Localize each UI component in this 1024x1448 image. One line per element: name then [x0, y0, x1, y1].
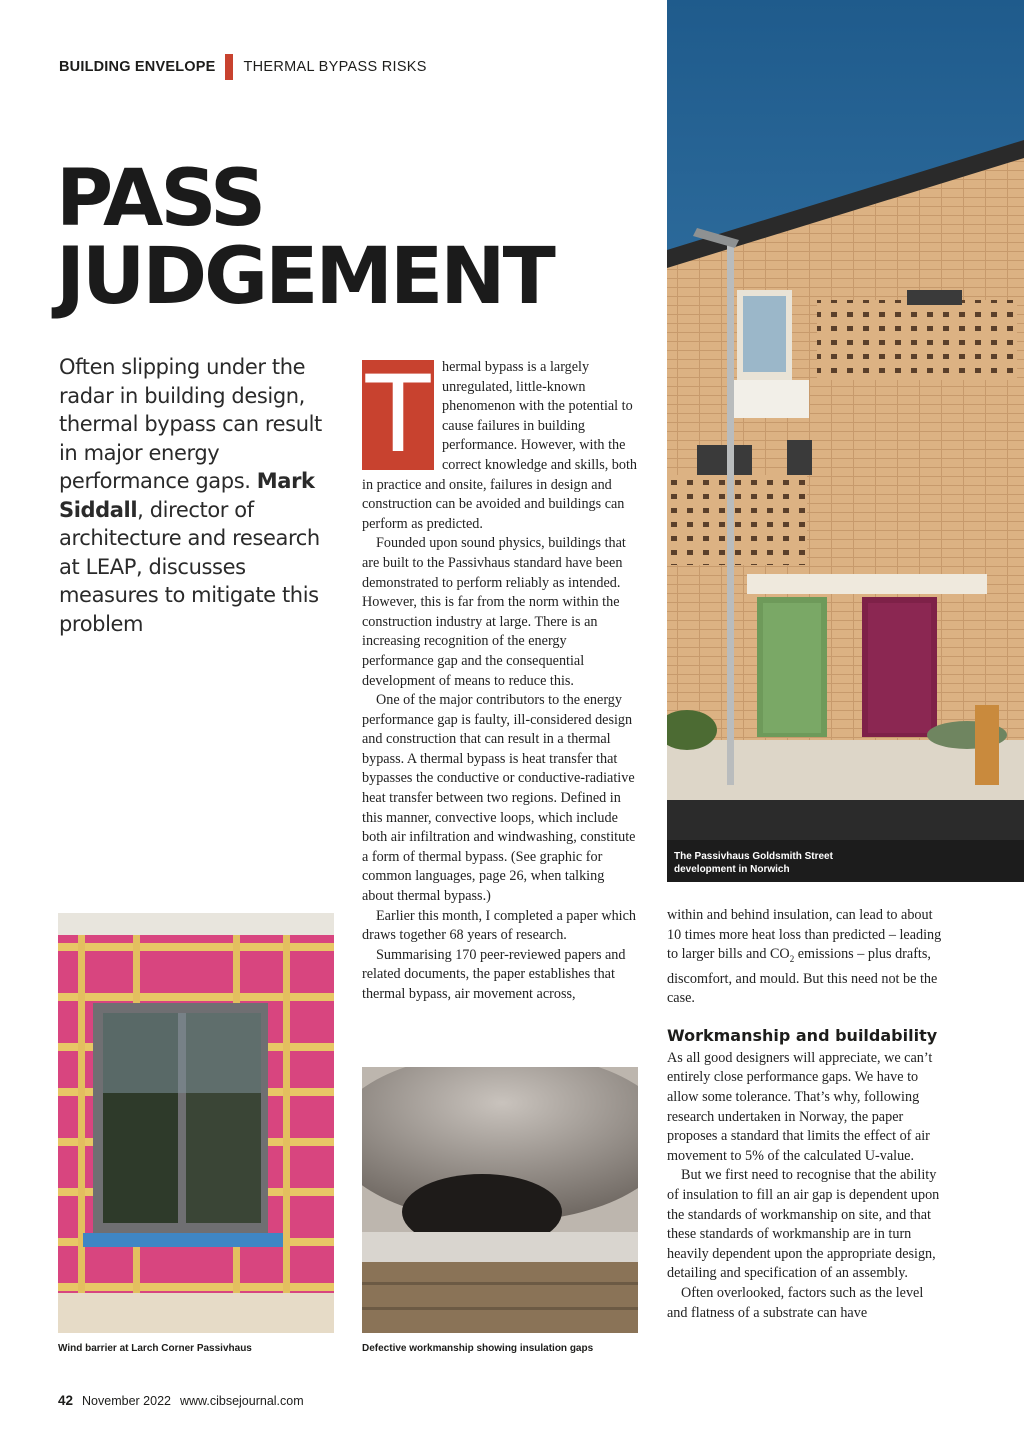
paragraph-9: Often overlooked, factors such as the level and flatness of a substrate can have [667, 1284, 924, 1321]
paragraph-3: One of the major contributors to the energy performance gap is faulty, ill-considered design and construction that can result in a thermal bypass. A thermal bypass is heat transfer that bypasses the conductive or conductive-radiative heat transfer between two regions. Defined in this manner, convective loops, which include both air infiltration and windwashing, constitute a form of thermal bypass. (See graphic for common languages, page 26, when talking about thermal bypass.) [362, 692, 636, 905]
paragraph-8: But we first need to recognise that the ability of insulation to fill an air gap is dependent upon the standards of workmanship on site, and that these standards of workmanship are in turn heavily dependent upon the appropriate design, detailing and specification of an assembly. [667, 1167, 940, 1282]
standfirst-intro: Often slipping under the radar in building design, thermal bypass can result in major energy performance gaps. [59, 355, 322, 493]
standfirst [59, 353, 339, 638]
headline [56, 154, 616, 322]
insulation-illustration [362, 1067, 638, 1333]
paragraph-6-text-b: emissions – plus drafts, discomfort, and mould. But this need not be the case. [667, 946, 938, 1007]
paragraph-1: hermal bypass is a largely unregulated, little-known phenomenon with the potential to cause failures in building performance. However, with the correct knowledge and skills, both in practice and onsite, failures in design and construction can be avoided and buildings can perform as predicted. [362, 359, 638, 532]
author-role: , director of architecture and research at LEAP, discusses measures to mitigate this problem [59, 497, 320, 636]
headline-line-2: JUDGEMENT [56, 232, 553, 322]
caption-building: The Passivhaus Goldsmith Street development in Norwich [674, 851, 833, 875]
paragraph-4: Earlier this month, I completed a paper which draws together 68 years of research. [362, 907, 637, 944]
building-photo [667, 0, 1024, 882]
page-footer [58, 1393, 304, 1408]
paragraph-2: Founded upon sound physics, buildings that are built to the Passivhaus standard have been demonstrated to perform reliably as intended. However, this is far from the norm within the construction industry at large. There is an increasing recognition of the energy performance gap and the consequential development of means to reduce this. [362, 535, 626, 689]
wind-barrier-photo [58, 913, 334, 1333]
building-illustration [667, 0, 1024, 882]
paragraph-6 [667, 906, 947, 1009]
paragraph-6-text-a: within and behind insulation, can lead to about 10 times more heat loss than predicted – leading to larger bills and CO [667, 907, 942, 963]
page-number: 42 [58, 1393, 74, 1408]
subscript-2: 2 [789, 954, 795, 965]
article-column-2 [667, 906, 947, 1323]
subheading: Workmanship and buildability [667, 1025, 938, 1045]
section-label: BUILDING ENVELOPE [59, 59, 216, 75]
headline-line-1: PASS [56, 154, 264, 244]
wind-barrier-illustration [58, 913, 334, 1333]
insulation-photo [362, 1067, 638, 1333]
caption-wind-barrier: Wind barrier at Larch Corner Passivhaus [58, 1343, 252, 1354]
caption-insulation: Defective workmanship showing insulation gaps [362, 1343, 594, 1354]
header-divider [225, 54, 233, 80]
section-header [59, 54, 427, 80]
paragraph-5: Summarising 170 peer-reviewed papers and related documents, the paper establishes that thermal bypass, air movement across, [362, 946, 626, 1002]
drop-cap: T [362, 360, 434, 470]
paragraph-7: As all good designers will appreciate, we can’t entirely close performance gaps. We have to allow some tolerance. That’s why, following research undertaken in Norway, the paper proposes a standard that limits the effect of air movement to 5% of the calculated U-value. [667, 1049, 933, 1164]
article-column-1 [362, 353, 638, 1005]
author-name: Mark Siddall [59, 469, 315, 522]
issue-date: November 2022 [82, 1394, 171, 1408]
topic-label: THERMAL BYPASS RISKS [243, 59, 427, 75]
website-url: www.cibsejournal.com [179, 1394, 304, 1408]
